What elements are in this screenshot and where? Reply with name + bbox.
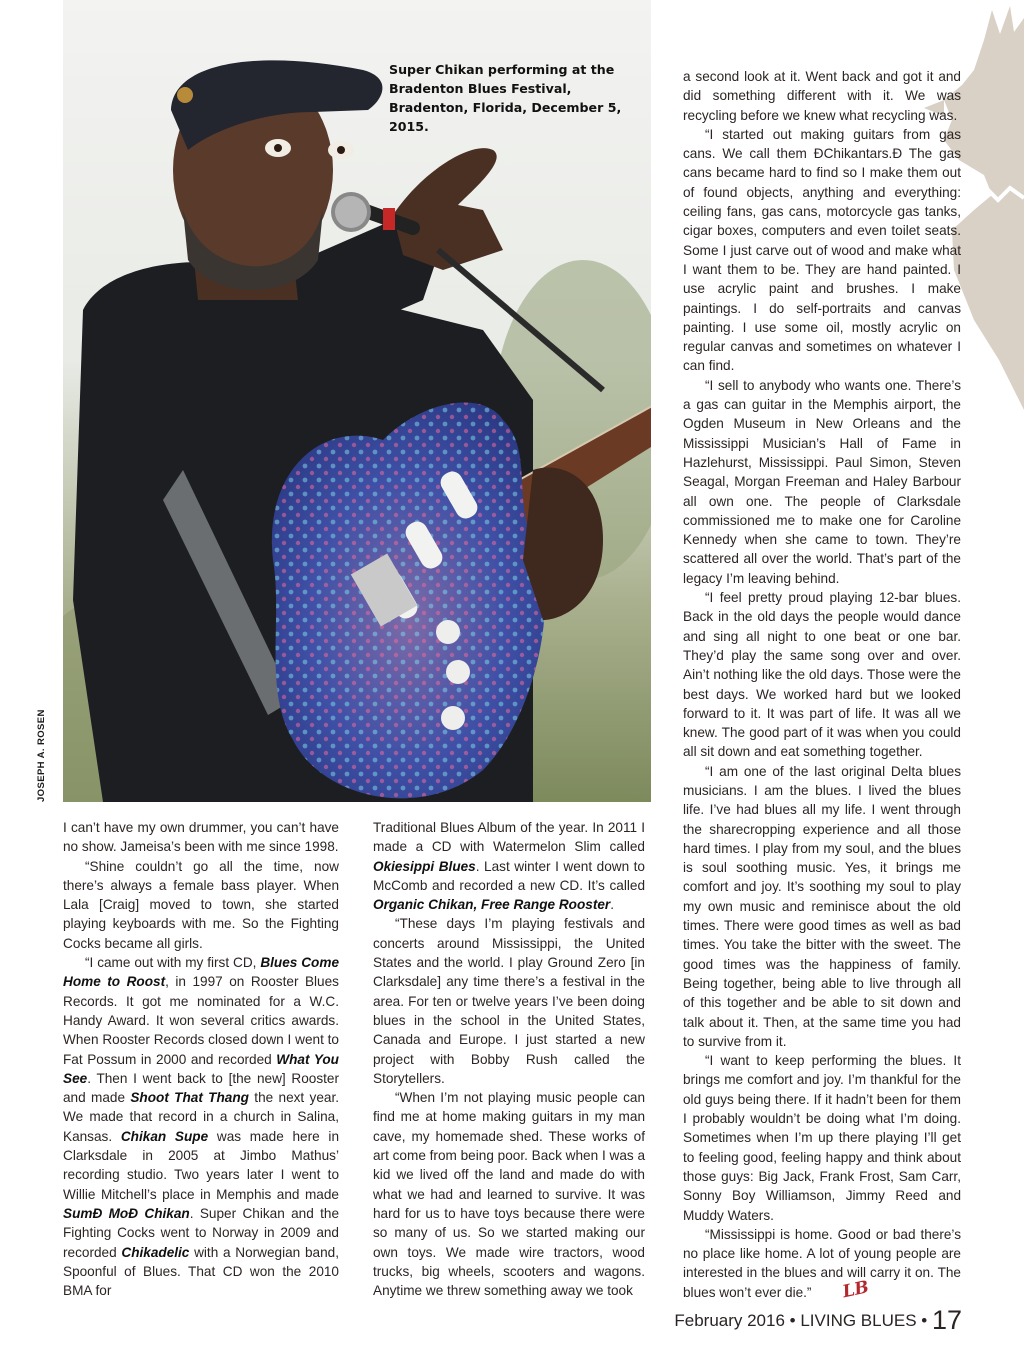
photo-caption: Super Chikan performing at the Bradenton Blues Festival, Bradenton, Florida, December 5, 2015. (389, 62, 622, 134)
text-run: . (610, 897, 614, 913)
text-run: , in 1997 on Rooster Blues Records. It got me nominated for a W.C. Handy Award. It won several critics awards. When Rooster Records closed down I went to Fat Possum in 2000 and recorded (63, 974, 339, 1067)
album-title: Shoot That Thang (130, 1090, 249, 1106)
text-run: Traditional Blues Album of the year. In 2011 I made a CD with Watermelon Slim called (373, 820, 645, 855)
text-run: with a Norwegian band, Spoonful of Blues. That CD won the 2010 BMA for (63, 1244, 339, 1299)
paragraph: “I want to keep performing the blues. It brings me comfort and joy. I’m thankful for the old guys being there. If it hadn’t been for them I probably wouldn’t be doing what I’m doing. Sometimes when I’m up there playing I’ll get to feeling good, feeling happy and think about those guys: Big Jack, Frank Frost, Sam Carr, Sonny Boy Williamson, Jimmy Reed and Muddy Waters. (683, 1053, 961, 1223)
issue-line: February 2016 • LIVING BLUES • (674, 1311, 928, 1330)
living-blues-end-mark: LB (841, 1276, 871, 1302)
text-run: was made here in Clarksdale in 2005 at Jimbo Mathus’ recording studio. Two years later I went to Willie Mitchell’s place in Memphis and made (63, 1128, 340, 1202)
paragraph: “I am one of the last original Delta blues musicians. I am the blues. I lived the blues life. I’ve had blues all my life. I went through the sharecropping experience and all those hard times. I play from my soul, and the blues is soul soothing music. Yes, it brings me comfort and joy. It’s soothing my soul to play my own music and reminisce about the old times. There were good times as well as bad times. You take the bitter with the sweet. The good times was the happiness of family. Being together, being able to live through all of this together and be able to sit down and talk about it. Then, at the same time you had to survive from it. (683, 763, 961, 1049)
album-title: Chikadelic (121, 1244, 190, 1260)
paragraph (63, 953, 339, 1300)
page-number: 17 (931, 1305, 962, 1335)
page-footer (674, 1305, 962, 1336)
paragraph: “When I’m not playing music people can find me at home making guitars in my man cave, my homemade shed. These works of art come from being poor. Back when I was a kid we lived off the land and made do with what we had and learned to survive. It was hard for us to have toys because there were so many of us. So we started making our own toys. We made wire tractors, wood trucks, big wheels, scooters and wagons. Anytime we threw something away we took (373, 1090, 646, 1299)
paragraph: “I started out making guitars from gas cans. We call them ÐChikantars.Ð The gas cans became hard to find so I make them out of found objects, anything and everything: ceiling fans, gas cans, motorcycle gas tanks, cigar boxes, computers and even toilet seats. Some I just carve out of wood and make what I want them to be. They are hand painted. I use acrylic paint and brushes. I make paintings. I do self-portraits and canvas painting. I use some oil, mostly acrylic on regular canvas and sometimes on whatever I can find. (683, 126, 961, 374)
paragraph: “These days I’m playing festivals and concerts around Mississippi, the United States and the world. I play Ground Zero [in Clarksdale] any time there’s a festival in the area. For ten or twelve years I’ve been doing blues in the school in the United States, Canada and Europe. I just started a new project with Bobby Rush called the Storytellers. (373, 916, 645, 1086)
album-title: SumÐ MoÐ Chikan (63, 1205, 190, 1221)
article-column-2 (373, 818, 645, 1300)
album-title: Organic Chikan, Free Range Rooster (373, 897, 611, 913)
text-run: the next year. We made that record in a church in Salina, Kansas. (63, 1090, 340, 1144)
album-title: Blues Come Home to Roost (63, 955, 340, 990)
text-run: . Then I went back to [the new] Rooster and made (63, 1070, 339, 1106)
text-run: “I came out with my first CD, (85, 955, 257, 971)
paragraph: “Shine couldn’t go all the time, now there’s always a female bass player. When Lala [Craig] moved to town, she started playing keyboards with me. So the Fighting Cocks became all girls. (63, 858, 339, 951)
article-column-1 (63, 818, 339, 1300)
paragraph: I can’t have my own drummer, you can’t have no show. Jameisa’s been with me since 1998. (63, 820, 339, 855)
album-title: What You See (63, 1051, 339, 1086)
article-column-3 (683, 67, 961, 1302)
photo-credit: JOSEPH A. ROSEN (36, 709, 47, 802)
paragraph (683, 1225, 961, 1302)
paragraph: “I sell to anybody who wants one. There’s a gas can guitar in the Memphis airport, the Ogden Museum in New Orleans and the Mississippi Musician’s Hall of Fame in Hazlehurst, Mississippi. Paul Simon, Steven Seagal, Morgan Freeman and Haley Barbour all own one. The people of Clarksdale commissioned me to make one for Caroline Kennedy when she came to town. They’re scattered all over the world. That’s part of the legacy I’m leaving behind. (683, 377, 961, 586)
album-title: Okiesippi Blues (373, 858, 476, 874)
text-run: . Last winter I went down to McComb and recorded a new CD. It’s called (373, 858, 645, 893)
paragraph: a second look at it. Went back and got it and did something different with it. We was recycling before we knew what recycling was. (683, 69, 961, 123)
album-title: Chikan Supe (120, 1128, 209, 1144)
paragraph (373, 818, 645, 914)
text-run: . Super Chikan and the Fighting Cocks went to Norway in 2009 and recorded (63, 1205, 339, 1260)
text-run: “Mississippi is home. Good or bad there’s no place like home. A lot of young people are interested in the blues and will carry it on. The blues won’t ever die.” (683, 1226, 961, 1300)
paragraph: “I feel pretty proud playing 12-bar blues. Back in the old days the people would dance and sing all night to one beat or one bar. They’d play the same song over and over. Ain’t nothing like the old days. Those were the best days. We worked hard but we looked forward to it. It was part of life. It was all we knew. The good part of it was when you could all sit down and eat something together. (683, 590, 961, 760)
